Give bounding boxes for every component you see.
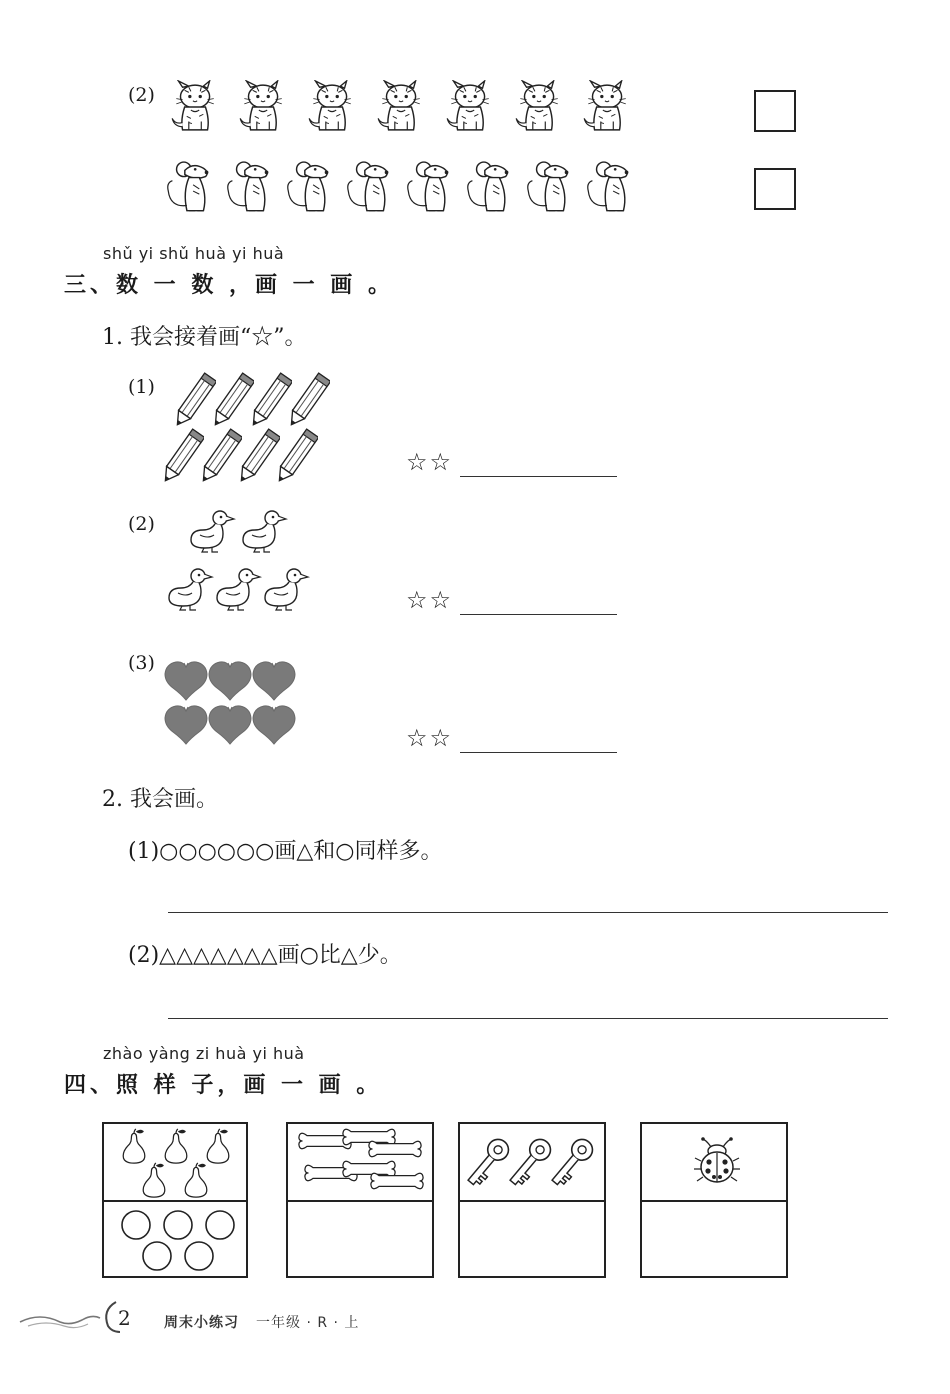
sample-box-ladybug [640, 1122, 788, 1278]
triangle-shapes: △△△△△△△ [159, 943, 278, 968]
drawing-area[interactable] [460, 1202, 604, 1276]
divider [104, 1200, 246, 1202]
draw-task-1-label: (1) [128, 839, 160, 864]
pear-icons [118, 1128, 238, 1198]
mouse-row [164, 160, 644, 222]
key-icons [464, 1130, 604, 1196]
mouse-count-answer-box[interactable] [754, 168, 796, 210]
sample-box-pears [102, 1122, 248, 1278]
mouse-icons [164, 160, 644, 222]
section3-pinyin: shǔ yi shǔ huà yi huà [103, 244, 285, 263]
footer-wave-decoration [18, 1298, 128, 1334]
section4-title: 四、照 样 子，画 一 画 。 [64, 1073, 383, 1098]
section3-title: 三、数 一 数 ，画 一 画 。 [64, 273, 394, 298]
page-number: 2 [118, 1306, 131, 1330]
ladybug-icon [692, 1136, 742, 1190]
footer-grade: 一年级 · R · 上 [256, 1315, 360, 1331]
circle-shapes: ○○○○○○ [159, 839, 275, 864]
answer-line-2[interactable] [460, 614, 617, 615]
pencil-icons [160, 370, 340, 490]
draw-task-1-text: 画△和○同样多。 [274, 839, 443, 864]
footer-book-title: 周末小练习 [164, 1315, 239, 1331]
item-3-label: (3) [128, 652, 155, 674]
drawing-area[interactable] [288, 1202, 432, 1276]
drawing-area[interactable] [642, 1202, 786, 1276]
stars-1: ☆☆ [406, 448, 454, 476]
draw-answer-line-2[interactable] [168, 1018, 888, 1019]
draw-task-2 [128, 938, 402, 969]
sample-box-bones [286, 1122, 434, 1278]
answer-line-3[interactable] [460, 752, 617, 753]
question-1-text: 1. 我会接着画“☆”。 [102, 325, 307, 350]
draw-task-1 [128, 834, 442, 865]
item-1-label: (1) [128, 376, 155, 398]
question-2-text: 2. 我会画。 [102, 787, 218, 812]
circle-icons [118, 1208, 238, 1274]
cat-row [168, 80, 638, 138]
draw-answer-line-1[interactable] [168, 912, 888, 913]
cat-icons [168, 80, 638, 138]
heart-icons [164, 660, 304, 752]
stars-3: ☆☆ [406, 724, 454, 752]
answer-line-1[interactable] [460, 476, 617, 477]
stars-2: ☆☆ [406, 586, 454, 614]
duck-icons [162, 508, 312, 628]
section4-pinyin: zhào yàng zi huà yi huà [103, 1044, 305, 1063]
draw-task-2-label: (2) [128, 943, 160, 968]
question-label: (2) [128, 84, 155, 106]
draw-task-2-text: 画○比△少。 [277, 943, 402, 968]
sample-box-keys [458, 1122, 606, 1278]
bone-icons [298, 1126, 428, 1196]
cat-count-answer-box[interactable] [754, 90, 796, 132]
item-2-label: (2) [128, 513, 155, 535]
